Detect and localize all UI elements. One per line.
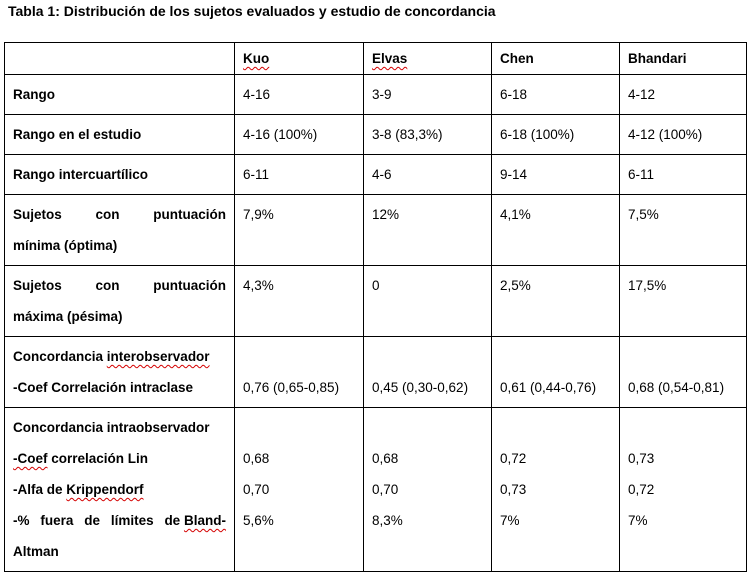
cell-maxima-kuo: 4,3%	[235, 266, 364, 337]
row-label-intraobservador: Concordancia intraobservador -Coef correlación Lin -Alfa de Krippendorf -% fuera de límites de Bland- Altman	[5, 408, 235, 572]
cell-rango-chen: 6-18	[492, 75, 620, 115]
row-label-puntuacion-maxima: Sujetos con puntuación máxima (pésima)	[5, 266, 235, 337]
cell-rango-estudio-bhandari: 4-12 (100%)	[620, 115, 747, 155]
table-row-intraobservador	[5, 408, 747, 572]
cell-rango-bhandari: 4-12	[620, 75, 747, 115]
table-row-rango	[5, 75, 747, 115]
cell-rango-kuo: 4-16	[235, 75, 364, 115]
cell-minima-elvas: 12%	[364, 195, 492, 266]
cell-maxima-chen: 2,5%	[492, 266, 620, 337]
cell-inter-kuo: 0,76 (0,65-0,85)	[235, 337, 364, 408]
cell-rango-estudio-elvas: 3-8 (83,3%)	[364, 115, 492, 155]
table-row-interobservador	[5, 337, 747, 408]
row-label-interobservador: Concordancia interobservador -Coef Correlación intraclase	[5, 337, 235, 408]
cell-inter-chen: 0,61 (0,44-0,76)	[492, 337, 620, 408]
table-row-puntuacion-minima	[5, 195, 747, 266]
table-row-puntuacion-maxima	[5, 266, 747, 337]
cell-inter-elvas: 0,45 (0,30-0,62)	[364, 337, 492, 408]
cell-intra-elvas: 0,68 0,70 8,3%	[364, 408, 492, 572]
header-chen: Chen	[492, 43, 620, 75]
cell-intra-bhandari: 0,73 0,72 7%	[620, 408, 747, 572]
row-label-rango-intercuartilico: Rango intercuartílico	[5, 155, 235, 195]
cell-intra-kuo: 0,68 0,70 5,6%	[235, 408, 364, 572]
cell-rango-estudio-chen: 6-18 (100%)	[492, 115, 620, 155]
cell-rango-elvas: 3-9	[364, 75, 492, 115]
cell-rango-estudio-kuo: 4-16 (100%)	[235, 115, 364, 155]
cell-maxima-bhandari: 17,5%	[620, 266, 747, 337]
table-caption: Tabla 1: Distribución de los sujetos evaluados y estudio de concordancia	[8, 3, 496, 19]
cell-ric-elvas: 4-6	[364, 155, 492, 195]
header-bhandari: Bhandari	[620, 43, 747, 75]
row-label-rango: Rango	[5, 75, 235, 115]
cell-minima-chen: 4,1%	[492, 195, 620, 266]
header-elvas: Elvas	[364, 43, 492, 75]
header-kuo: Kuo	[235, 43, 364, 75]
table-row-rango-intercuartilico	[5, 155, 747, 195]
cell-maxima-elvas: 0	[364, 266, 492, 337]
cell-intra-chen: 0,72 0,73 7%	[492, 408, 620, 572]
concordance-table	[4, 42, 747, 572]
cell-minima-kuo: 7,9%	[235, 195, 364, 266]
cell-ric-kuo: 6-11	[235, 155, 364, 195]
row-label-puntuacion-minima: Sujetos con puntuación mínima (óptima)	[5, 195, 235, 266]
cell-minima-bhandari: 7,5%	[620, 195, 747, 266]
row-label-rango-estudio: Rango en el estudio	[5, 115, 235, 155]
cell-ric-chen: 9-14	[492, 155, 620, 195]
cell-ric-bhandari: 6-11	[620, 155, 747, 195]
cell-inter-bhandari: 0,68 (0,54-0,81)	[620, 337, 747, 408]
header-empty	[5, 43, 235, 75]
header-row	[5, 43, 747, 75]
table-row-rango-estudio	[5, 115, 747, 155]
